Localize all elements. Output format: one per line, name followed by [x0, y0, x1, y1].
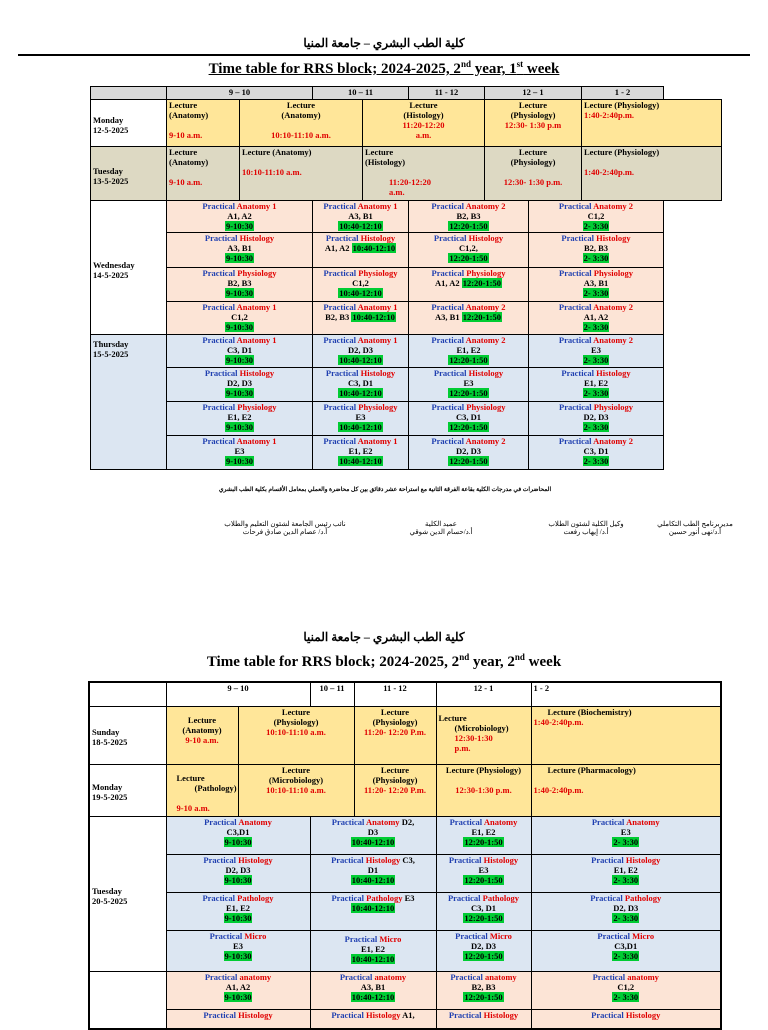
practical-cell: Practical Physiology E3 10:40-12:10	[313, 402, 409, 436]
practical-cell: Practical anatomy A1, A2 9-10:30	[166, 971, 310, 1009]
faculty-header: كلية الطب البشري – جامعة المنيا	[303, 36, 465, 50]
monday-row	[91, 100, 722, 147]
practical-cell: Practical Physiology A1, A2 12:20-1:50	[409, 268, 529, 302]
time-header-row	[91, 87, 722, 100]
time-slot: 12 – 1	[485, 87, 582, 100]
lecture-cell: Lecture (Anatomy) 9-10 a.m.	[167, 100, 240, 147]
practical-cell: Practical Anatomy 1 C3, D1 9-10:30	[167, 335, 313, 368]
wednesday-row	[91, 233, 722, 268]
lecture-cell: Lecture (Physiology) 11:20- 12:20 P.m.	[354, 706, 436, 764]
corner-cell	[91, 87, 167, 100]
lecture-cell: Lecture (Physiology) 12:30- 1:30 p.m.	[485, 147, 582, 201]
thursday-row	[91, 436, 722, 470]
practical-cell: Practical Anatomy 1 B2, B3 10:40-12:10	[313, 302, 409, 335]
lecture-cell: Lecture (Physiology) 12:30-1:30 p.m.	[436, 764, 531, 816]
practical-cell: Practical Histology C1,2, 12:20-1:50	[409, 233, 529, 268]
time-slot: 10 – 11	[310, 682, 354, 706]
time-slot: 1 - 2	[582, 87, 664, 100]
week1-timetable	[90, 86, 722, 470]
faculty-header: كلية الطب البشري – جامعة المنيا	[303, 630, 465, 644]
thursday-row	[91, 402, 722, 436]
practical-cell: Practical Anatomy E1, E2 12:20-1:50	[436, 816, 531, 854]
lecture-cell: Lecture (Anatomy) 10:10-11:10 a.m.	[240, 100, 363, 147]
practical-cell: Practical Pathology E1, E2 9-10:30	[166, 892, 310, 930]
practical-cell: Practical Histology A1,	[310, 1009, 436, 1029]
practical-cell: Practical Anatomy 1 A1, A2 9-10:30	[167, 201, 313, 233]
day-cell: Sunday 18-5-2025	[89, 706, 166, 764]
lecture-cell: Lecture (Biochemistry) 1:40-2:40p.m.	[531, 706, 721, 764]
practical-cell: Practical Micro C3,D1 2- 3:30	[531, 930, 721, 971]
practical-cell: Practical Histology E1, E2 2- 3:30	[531, 854, 721, 892]
practical-cell: Practical Histology	[436, 1009, 531, 1029]
tuesday-row	[89, 816, 721, 854]
practical-cell: Practical Physiology B2, B3 9-10:30	[167, 268, 313, 302]
day-cell: Tuesday 20-5-2025	[89, 816, 166, 971]
practical-cell: Practical Histology E3 12:20-1:50	[436, 854, 531, 892]
practical-cell: Practical Micro D2, D3 12:20-1:50	[436, 930, 531, 971]
practical-cell: Practical Anatomy 2 C3, D1 2- 3:30	[529, 436, 664, 470]
practical-cell: Practical Pathology C3, D1 12:20-1:50	[436, 892, 531, 930]
day-cell	[89, 971, 166, 1029]
practical-cell: Practical Anatomy 2 E3 2- 3:30	[529, 335, 664, 368]
wednesday-row	[91, 268, 722, 302]
week2-timetable	[88, 681, 722, 1030]
practical-cell: Practical Micro E1, E2 10:40-12:10	[310, 930, 436, 971]
practical-cell: Practical Anatomy 2 A3, B1 12:20-1:50	[409, 302, 529, 335]
practical-cell: Practical Histology C3, D1 10:40-12:10	[313, 368, 409, 402]
day-cell: Thursday 15-5-2025	[91, 335, 167, 470]
tuesday-row	[89, 892, 721, 930]
practical-cell: Practical Anatomy 2 E1, E2 12:20-1:50	[409, 335, 529, 368]
practical-cell: Practical Histology E1, E2 2- 3:30	[529, 368, 664, 402]
lecture-cell: Lecture (Anatomy) 9-10 a.m.	[166, 706, 238, 764]
lecture-cell: Lecture (Histology) 11:20-12:20 a.m.	[363, 100, 485, 147]
lecture-cell: Lecture (Anatomy) 9-10 a.m.	[167, 147, 240, 201]
wednesday-row	[91, 201, 722, 233]
time-header-row	[89, 682, 721, 706]
lecture-cell: Lecture (Physiology) 10:10-11:10 a.m.	[238, 706, 354, 764]
tuesday-row	[91, 147, 722, 201]
lecture-cell: Lecture (Physiology) 1:40-2:40p.m.	[582, 147, 722, 201]
practical-cell: Practical Anatomy E3 2- 3:30	[531, 816, 721, 854]
thursday-row	[91, 368, 722, 402]
day-cell: Monday 12-5-2025	[91, 100, 167, 147]
wednesday-row	[89, 971, 721, 1009]
day-cell: Wednesday 14-5-2025	[91, 201, 167, 335]
time-slot: 11 - 12	[409, 87, 485, 100]
day-cell: Monday 19-5-2025	[89, 764, 166, 816]
practical-cell: Practical Histology	[166, 1009, 310, 1029]
signature-dean: عميد الكلية أ.د/حسام الدين شوقي	[409, 520, 473, 536]
time-slot: 1 - 2	[531, 682, 721, 706]
wednesday-row	[89, 1009, 721, 1029]
day-cell: Tuesday 13-5-2025	[91, 147, 167, 201]
corner-cell	[89, 682, 166, 706]
tuesday-row	[89, 930, 721, 971]
signature-vice-dean: وكيل الكلية لشئون الطلاب أ.د/ إيهاب رفعت	[548, 520, 624, 536]
practical-cell: Practical Pathology D2, D3 2- 3:30	[531, 892, 721, 930]
practical-cell: Practical Histology E3 12:20-1:50	[409, 368, 529, 402]
practical-cell: Practical Physiology C3, D1 12:20-1:50	[409, 402, 529, 436]
practical-cell: Practical anatomy B2, B3 12:20-1:50	[436, 971, 531, 1009]
practical-cell: Practical anatomy C1,2 2- 3:30	[531, 971, 721, 1009]
time-slot: 11 - 12	[354, 682, 436, 706]
practical-cell: Practical Physiology D2, D3 2- 3:30	[529, 402, 664, 436]
week1-title: Time table for RRS block; 2024-2025, 2nd year, 1st week	[208, 59, 560, 77]
lecture-cell: Lecture (Anatomy) 10:10-11:10 a.m.	[240, 147, 363, 201]
header-rule	[18, 54, 750, 56]
practical-cell: Practical Histology C3, D1 10:40-12:10	[310, 854, 436, 892]
practical-cell: Practical Anatomy 1 D2, D3 10:40-12:10	[313, 335, 409, 368]
thursday-row	[91, 335, 722, 368]
time-slot: 10 – 11	[313, 87, 409, 100]
practical-cell: Practical Histology A3, B1 9-10:30	[167, 233, 313, 268]
practical-cell: Practical Histology D2, D3 9-10:30	[167, 368, 313, 402]
practical-cell: Practical Anatomy 1 E3 9-10:30	[167, 436, 313, 470]
week2-title: Time table for RRS block; 2024-2025, 2nd year, 2nd week	[206, 652, 562, 670]
practical-cell: Practical Histology D2, D3 9-10:30	[166, 854, 310, 892]
practical-cell: Practical anatomy A3, B1 10:40-12:10	[310, 971, 436, 1009]
practical-cell: Practical Anatomy 1 A3, B1 10:40-12:10	[313, 201, 409, 233]
lecture-cell: Lecture (Histology) 11:20-12:20 a.m.	[363, 147, 485, 201]
tuesday-row	[89, 854, 721, 892]
practical-cell: Practical Physiology C1,2 10:40-12:10	[313, 268, 409, 302]
practical-cell: Practical Physiology A3, B1 2- 3:30	[529, 268, 664, 302]
practical-cell: Practical Anatomy 2 A1, A2 2- 3:30	[529, 302, 664, 335]
time-slot: 9 – 10	[167, 87, 313, 100]
practical-cell: Practical Histology A1, A2 10:40-12:10	[313, 233, 409, 268]
practical-cell: Practical Anatomy 1 E1, E2 10:40-12:10	[313, 436, 409, 470]
practical-cell: Practical Histology B2, B3 2- 3:30	[529, 233, 664, 268]
lecture-cell: Lecture (Pathology) 9-10 a.m.	[166, 764, 238, 816]
wednesday-row	[91, 302, 722, 335]
time-slot: 12 - 1	[436, 682, 531, 706]
practical-cell: Practical Anatomy C3,D1 9-10:30	[166, 816, 310, 854]
signature-program-director: مديربرنامج الطب التكاملي أ.د/نهى أنور حسين	[657, 520, 733, 536]
lecture-cell: Lecture (Physiology) 12:30- 1:30 p.m	[485, 100, 582, 147]
practical-cell: Practical Micro E3 9-10:30	[166, 930, 310, 971]
time-slot: 9 – 10	[166, 682, 310, 706]
lecture-cell: Lecture (Microbiology) 10:10-11:10 a.m.	[238, 764, 354, 816]
sunday-row	[89, 706, 721, 764]
practical-cell: Practical Anatomy 2 D2, D3 12:20-1:50	[409, 436, 529, 470]
lecture-cell: Lecture (Physiology) 11:20- 12:20 P.m.	[354, 764, 436, 816]
practical-cell: Practical Anatomy 2 C1,2 2- 3:30	[529, 201, 664, 233]
practical-cell: Practical Pathology E3 10:40-12:10	[310, 892, 436, 930]
monday-row	[89, 764, 721, 816]
lecture-cell: Lecture (Pharmacology) 1:40-2:40p.m.	[531, 764, 721, 816]
lecture-cell: Lecture (Microbiology) 12:30-1:30 p.m.	[436, 706, 531, 764]
practical-cell: Practical Anatomy 1 C1,2 9-10:30	[167, 302, 313, 335]
lecture-cell: Lecture (Physiology) 1:40-2:40p.m.	[582, 100, 722, 147]
practical-cell: Practical Physiology E1, E2 9-10:30	[167, 402, 313, 436]
practical-cell: Practical Histology	[531, 1009, 721, 1029]
footnote: المحاضرات في مدرجات الكلية بقاعة الفرقة الثانية مع استراحة عشر دقائق بين كل محاضرة والعملي بمعامل الأقسام بكلية الطب البشري	[218, 487, 552, 493]
practical-cell: Practical Anatomy 2 B2, B3 12:20-1:50	[409, 201, 529, 233]
practical-cell: Practical Anatomy D2, D3 10:40-12:10	[310, 816, 436, 854]
signature-vice-president: نائب رئيس الجامعة لشئون التعليم والطلاب أ.د/ عصام الدين صادق فرحات	[224, 520, 346, 536]
